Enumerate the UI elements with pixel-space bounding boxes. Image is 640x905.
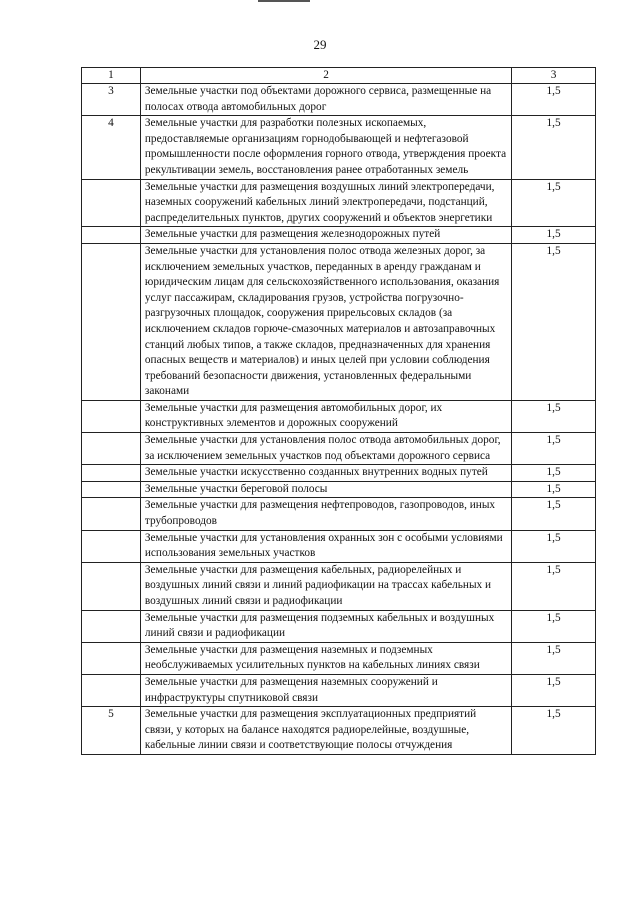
table-row xyxy=(82,227,596,244)
row-number-cell xyxy=(82,465,141,482)
table-row xyxy=(82,116,596,179)
table-row xyxy=(82,243,596,400)
header-cell-3: 3 xyxy=(512,68,596,84)
coefficient-cell: 1,5 xyxy=(512,243,596,400)
coefficient-cell: 1,5 xyxy=(512,562,596,610)
page-number: 29 xyxy=(313,37,327,52)
header-cell-1: 1 xyxy=(82,68,141,84)
header-cell-2: 2 xyxy=(140,68,511,84)
row-number-cell xyxy=(82,481,141,498)
coefficient-cell: 1,5 xyxy=(512,179,596,227)
coefficient-cell: 1,5 xyxy=(512,530,596,562)
coefficient-cell: 1,5 xyxy=(512,674,596,706)
land-coefficient-table xyxy=(81,67,596,755)
row-number-cell xyxy=(82,642,141,674)
coefficient-cell: 1,5 xyxy=(512,465,596,482)
coefficient-cell: 1,5 xyxy=(512,227,596,244)
row-number-cell xyxy=(82,610,141,642)
table-row xyxy=(82,465,596,482)
row-number-cell xyxy=(82,674,141,706)
land-description-cell: Земельные участки для размещения железнодорожных путей xyxy=(140,227,511,244)
row-number-cell xyxy=(82,400,141,432)
land-description-cell: Земельные участки для разработки полезных ископаемых, предоставляемые организациям горнодобывающей и нефтегазовой промышленности после оформления горного отвода, утверждения проекта рекультивации земель, восстановления ранее отработанных земель xyxy=(140,116,511,179)
row-number-cell xyxy=(82,530,141,562)
row-number-cell xyxy=(82,433,141,465)
table-row xyxy=(82,400,596,432)
table-row xyxy=(82,84,596,116)
table-row xyxy=(82,562,596,610)
table-row xyxy=(82,433,596,465)
land-description-cell: Земельные участки для размещения наземных сооружений и инфраструктуры спутниковой связи xyxy=(140,674,511,706)
land-description-cell: Земельные участки береговой полосы xyxy=(140,481,511,498)
coefficient-cell: 1,5 xyxy=(512,433,596,465)
coefficient-cell: 1,5 xyxy=(512,498,596,530)
coefficient-cell: 1,5 xyxy=(512,400,596,432)
scan-edge-mark xyxy=(258,0,310,2)
land-description-cell: Земельные участки для размещения наземных и подземных необслуживаемых усилительных пунктов на кабельных линиях связи xyxy=(140,642,511,674)
table-row xyxy=(82,481,596,498)
land-description-cell: Земельные участки для размещения эксплуатационных предприятий связи, у которых на балансе находятся радиорелейные, воздушные, кабельные линии связи и соответствующие полосы отчуждения xyxy=(140,707,511,755)
row-number-cell: 3 xyxy=(82,84,141,116)
table-row xyxy=(82,707,596,755)
land-description-cell: Земельные участки для установления охранных зон с особыми условиями использования земельных участков xyxy=(140,530,511,562)
row-number-cell: 5 xyxy=(82,707,141,755)
table-row xyxy=(82,610,596,642)
row-number-cell: 4 xyxy=(82,116,141,179)
land-description-cell: Земельные участки искусственно созданных внутренних водных путей xyxy=(140,465,511,482)
land-description-cell: Земельные участки для размещения кабельных, радиорелейных и воздушных линий связи и линий радиофикации на трассах кабельных и воздушных линий связи и радиофикации xyxy=(140,562,511,610)
coefficient-cell: 1,5 xyxy=(512,707,596,755)
row-number-cell xyxy=(82,243,141,400)
land-description-cell: Земельные участки для размещения воздушных линий электропередачи, наземных сооружений кабельных линий электропередачи, подстанций, распределительных пунктов, других сооружений и объектов энергетики xyxy=(140,179,511,227)
land-description-cell: Земельные участки для установления полос отвода автомобильных дорог, за исключением земельных участков под объектами дорожного сервиса xyxy=(140,433,511,465)
coefficient-cell: 1,5 xyxy=(512,642,596,674)
row-number-cell xyxy=(82,498,141,530)
row-number-cell xyxy=(82,179,141,227)
table-row xyxy=(82,179,596,227)
table-header-row xyxy=(82,68,596,84)
row-number-cell xyxy=(82,227,141,244)
land-description-cell: Земельные участки для размещения автомобильных дорог, их конструктивных элементов и дорожных сооружений xyxy=(140,400,511,432)
coefficient-cell: 1,5 xyxy=(512,116,596,179)
land-description-cell: Земельные участки для размещения нефтепроводов, газопроводов, иных трубопроводов xyxy=(140,498,511,530)
land-description-cell: Земельные участки для размещения подземных кабельных и воздушных линий связи и радиофикации xyxy=(140,610,511,642)
table-row xyxy=(82,530,596,562)
land-description-cell: Земельные участки под объектами дорожного сервиса, размещенные на полосах отвода автомобильных дорог xyxy=(140,84,511,116)
row-number-cell xyxy=(82,562,141,610)
table-row xyxy=(82,642,596,674)
coefficient-cell: 1,5 xyxy=(512,84,596,116)
coefficient-cell: 1,5 xyxy=(512,481,596,498)
table-row xyxy=(82,498,596,530)
table-row xyxy=(82,674,596,706)
coefficient-cell: 1,5 xyxy=(512,610,596,642)
land-description-cell: Земельные участки для установления полос отвода железных дорог, за исключением земельных участков, переданных в аренду гражданам и юридическим лицам для сельскохозяйственного использования, оказания услуг пассажирам, складирования грузов, устройства погрузочно-разгрузочных площадок, сооружения прирельсовых складов (за исключением складов горюче-смазочных материалов и автозаправочных станций любых типов, а также складов, предназначенных для хранения опасных веществ и материалов) и иных целей при условии соблюдения требований безопасности движения, установленных федеральными законами xyxy=(140,243,511,400)
